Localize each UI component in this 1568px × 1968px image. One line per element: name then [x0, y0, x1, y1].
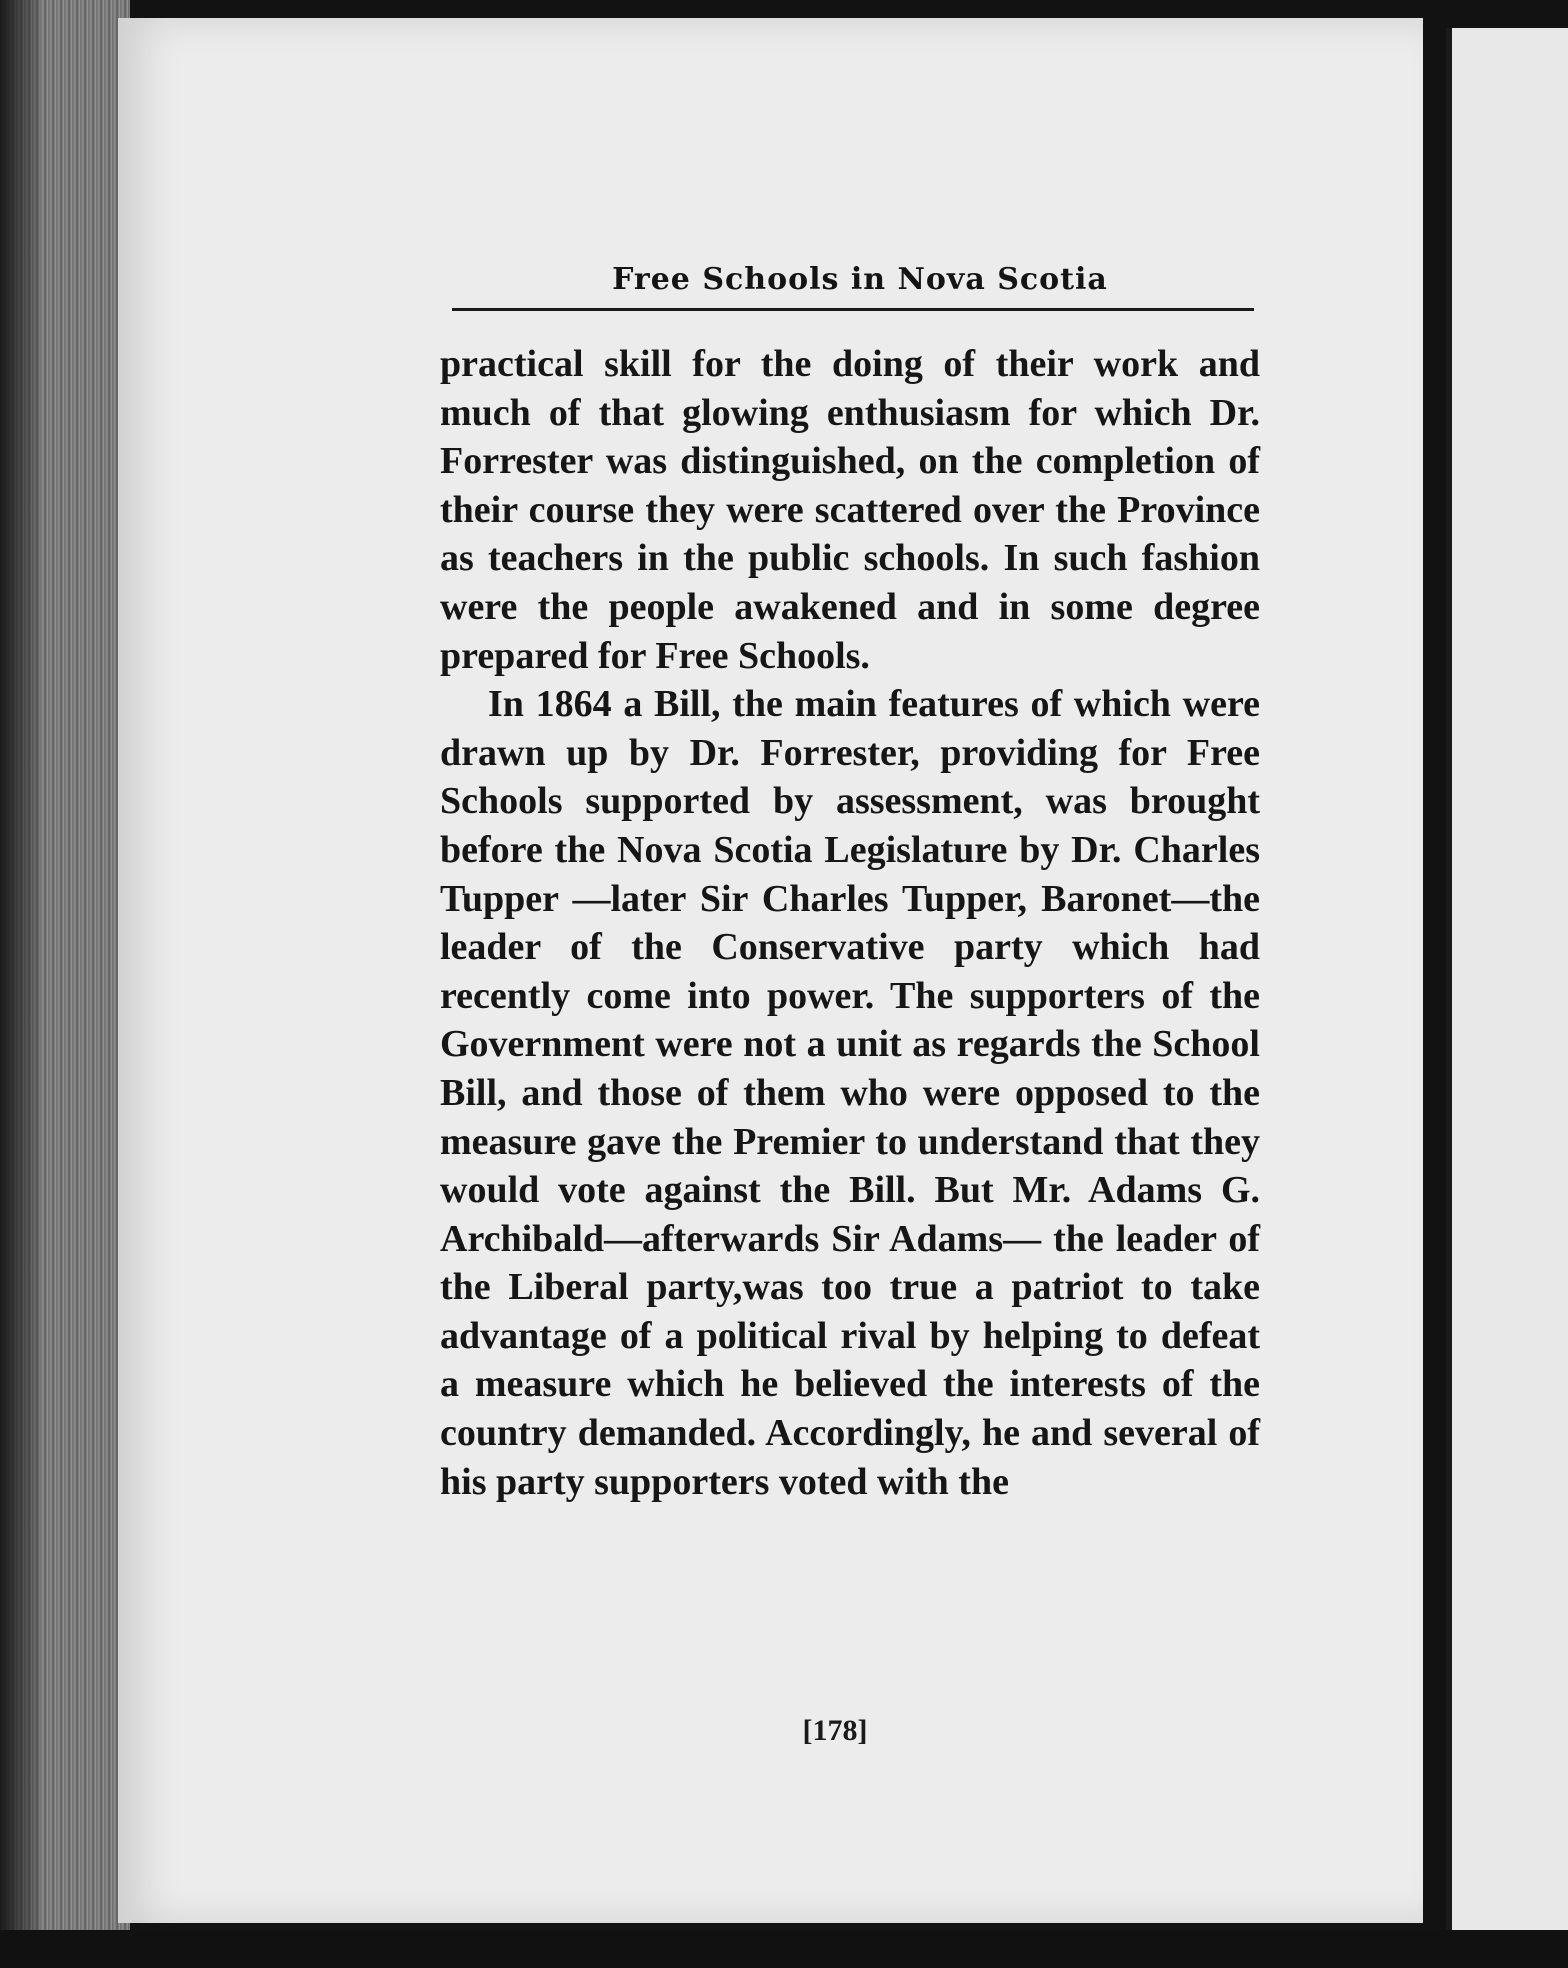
paragraph: In 1864 a Bill, the main features of which were drawn up by Dr. Forrester, providing for Free Schools supported by assessment, was brought before the Nova Scotia Legislature by Dr. Charles Tupper —later Sir Charles Tupper, Baronet—the leader of the Conservative party which had recently come into power. The supporters of the Government were not a unit as regards the School Bill, and those of them who were opposed to the measure gave the Premier to understand that they would vote against the Bill. But Mr. Adams G. Archibald—afterwards Sir Adams— the leader of the Liberal party,was too true a patriot to take advantage of a political rival by helping to defeat a measure which he believed the interests of the country demanded. Accordingly, he and several of his party supporters voted with the: [440, 683, 1260, 1503]
running-head: Free Schools in Nova Scotia: [612, 262, 1108, 297]
body-text: [440, 340, 1260, 1506]
header-rule: [452, 308, 1254, 311]
page-number: [178]: [802, 1714, 868, 1747]
scan-border: [0, 1930, 1568, 1968]
facing-page-edge: [1446, 28, 1568, 1938]
binding-shadow: [0, 0, 40, 1968]
paragraph: practical skill for the doing of their work and much of that glowing enthusiasm for which Dr. Forrester was distinguished, on the completion of their course they were scattered over the Province as teachers in the public schools. In such fashion were the people awakened and in some degree prepared for Free Schools.: [440, 343, 1260, 677]
